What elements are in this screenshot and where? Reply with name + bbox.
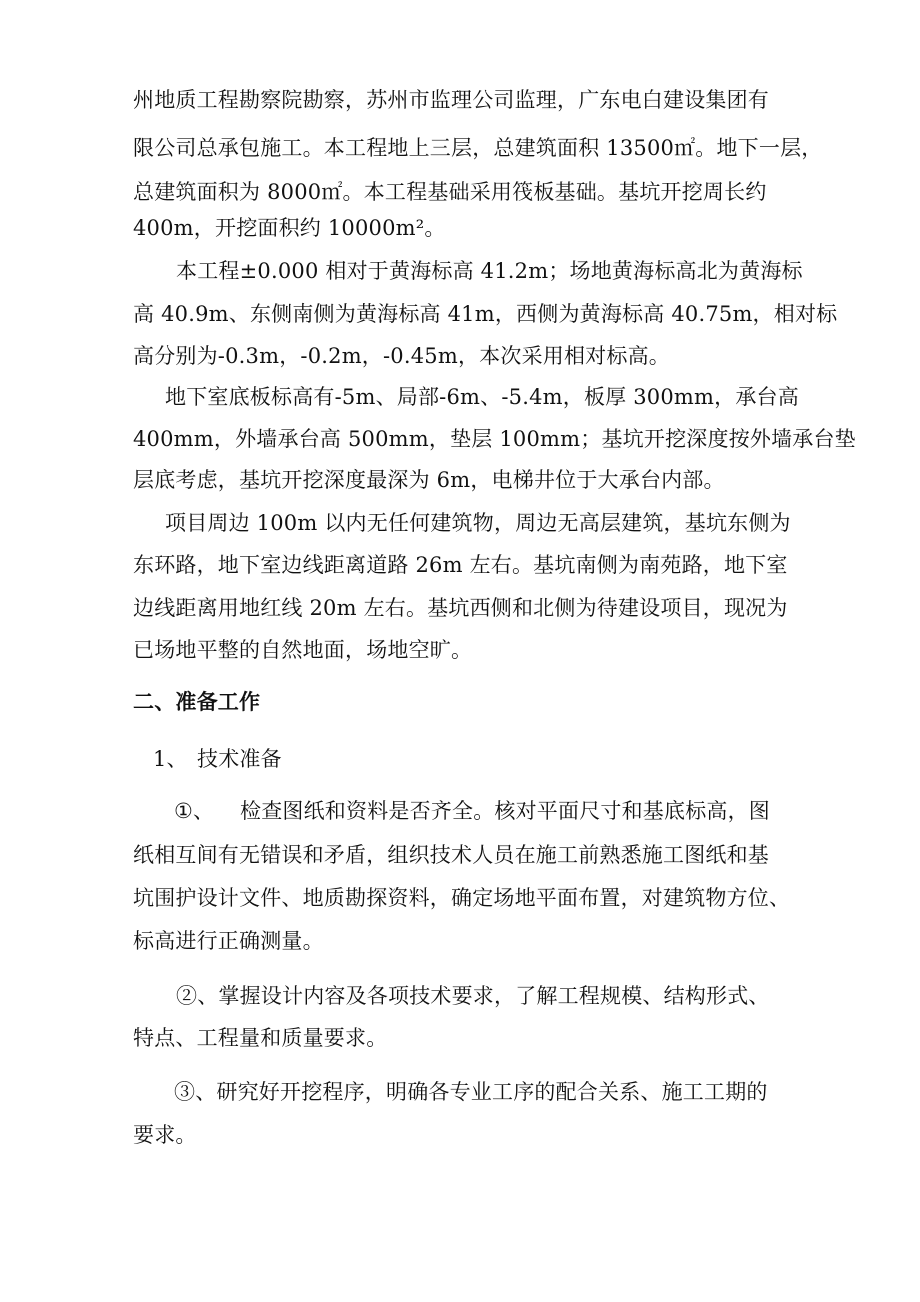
paragraph-2-line-1: 本工程±0.000 相对于黄海标高 41.2m；场地黄海标高北为黄海标 (176, 259, 803, 283)
paragraph-3-line-1: 地下室底板标高有-5m、局部-6m、-5.4m，板厚 300mm，承台高 (165, 385, 799, 409)
paragraph-4-line-2: 东环路，地下室边线距离道路 26m 左右。基坑南侧为南苑路，地下室 (133, 553, 788, 577)
item-2-line-2: 特点、工程量和质量要求。 (133, 1026, 388, 1050)
paragraph-3-line-3: 层底考虑，基坑开挖深度最深为 6m，电梯井位于大承台内部。 (133, 468, 725, 492)
paragraph-1-line-3: 总建筑面积为 8000㎡。本工程基础采用筏板基础。基坑开挖周长约 (133, 180, 767, 204)
paragraph-1-line-2: 限公司总承包施工。本工程地上三层，总建筑面积 13500㎡。地下一层， (133, 136, 823, 160)
paragraph-1-line-1: 州地质工程勘察院勘察，苏州市监理公司监理，广东电白建设集团有 (133, 88, 769, 112)
item-1-line-3: 坑围护设计文件、地质勘探资料，确定场地平面布置，对建筑物方位、 (133, 886, 791, 910)
item-1-line-1: 检查图纸和资料是否齐全。核对平面尺寸和基底标高，图 (240, 799, 770, 823)
paragraph-3-line-2: 400mm，外墙承台高 500mm，垫层 100mm；基坑开挖深度按外墙承台垫 (133, 427, 856, 451)
item-1-line-4: 标高进行正确测量。 (133, 929, 324, 953)
item-1-marker: ①、 (174, 799, 215, 823)
paragraph-2-line-2: 高 40.9m、东侧南侧为黄海标高 41m，西侧为黄海标高 40.75m，相对标 (133, 302, 838, 326)
subsection-title: 技术准备 (197, 747, 282, 771)
section-heading: 二、准备工作 (133, 690, 261, 714)
paragraph-4-line-4: 已场地平整的自然地面，场地空旷。 (133, 638, 473, 662)
item-2-line-1: ②、掌握设计内容及各项技术要求，了解工程规模、结构形式、 (176, 984, 770, 1008)
paragraph-2-line-3: 高分别为-0.3m，-0.2m，-0.45m，本次采用相对标高。 (133, 344, 670, 368)
paragraph-4-line-1: 项目周边 100m 以内无任何建筑物，周边无高层建筑，基坑东侧为 (165, 511, 791, 535)
subsection-number: 1、 (153, 747, 188, 771)
item-3-line-1: ③、研究好开挖程序，明确各专业工序的配合关系、施工工期的 (174, 1080, 768, 1104)
paragraph-4-line-3: 边线距离用地红线 20m 左右。基坑西侧和北侧为待建设项目，现况为 (133, 596, 788, 620)
item-1-line-2: 纸相互间有无错误和矛盾，组织技术人员在施工前熟悉施工图纸和基 (133, 843, 769, 867)
item-3-line-2: 要求。 (133, 1123, 197, 1147)
paragraph-1-line-4: 400m，开挖面积约 10000m²。 (133, 216, 446, 240)
